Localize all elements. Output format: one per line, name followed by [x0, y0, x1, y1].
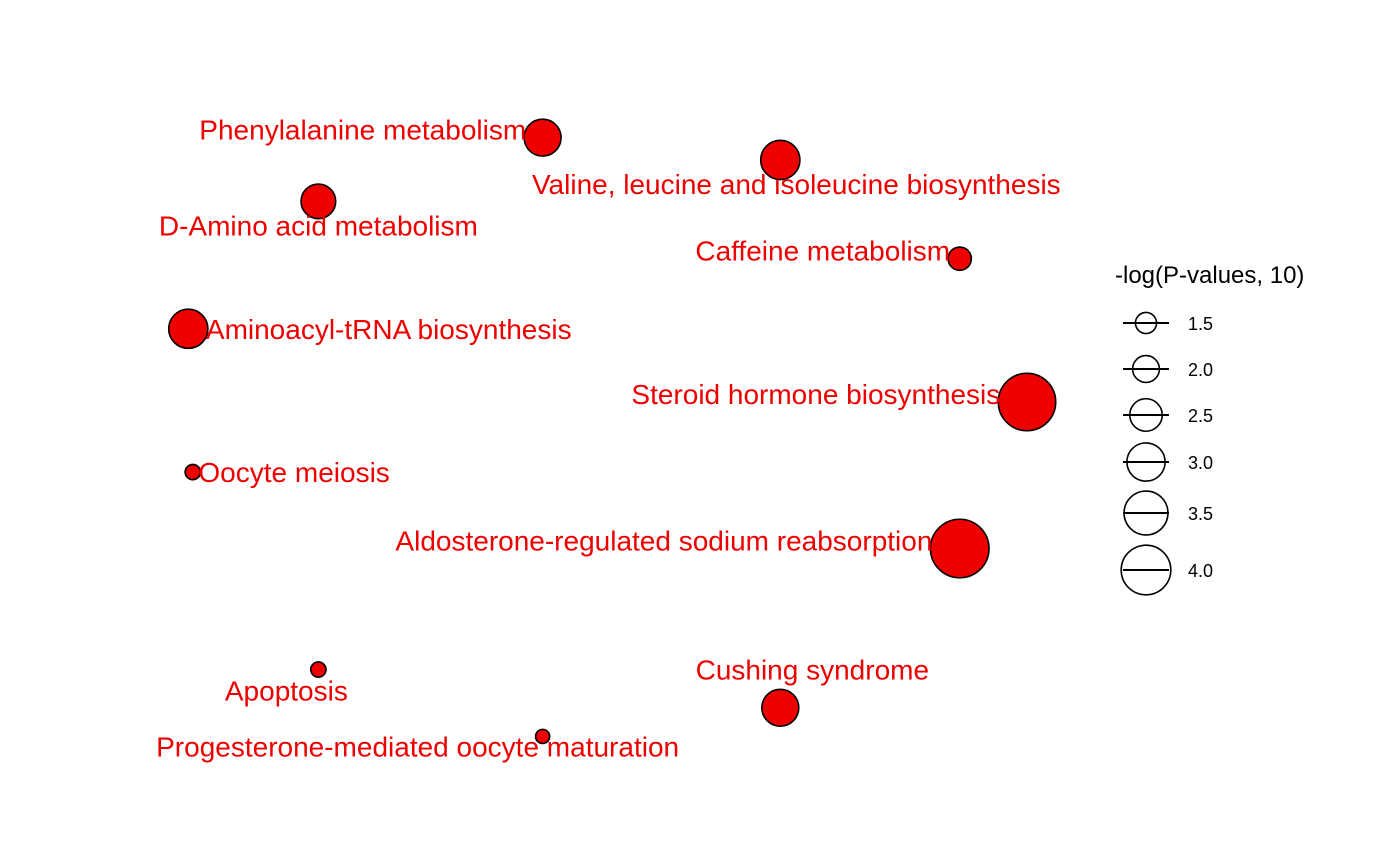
point-label-oocyte-meiosis: Oocyte meiosis [198, 457, 390, 489]
point-label-aldosterone-regulated-sodium-reabsorption: Aldosterone-regulated sodium reabsorption [395, 525, 933, 557]
legend-label: 1.5 [1188, 314, 1214, 334]
legend-label: 2.0 [1188, 360, 1214, 380]
legend-label: 2.5 [1188, 406, 1214, 426]
legend-entry [1123, 491, 1213, 535]
point-label-progesterone-mediated-oocyte-maturation: Progesterone-mediated oocyte maturation [156, 731, 680, 763]
legend-entries [1121, 312, 1213, 594]
point-cushing-syndrome [762, 689, 799, 726]
point-label-apoptosis: Apoptosis [224, 675, 348, 707]
legend-label: 3.0 [1188, 453, 1214, 473]
point-phenylalanine-metabolism [524, 119, 561, 156]
point-label-caffeine-metabolism: Caffeine metabolism [695, 235, 951, 267]
point-label-steroid-hormone-biosynthesis: Steroid hormone biosynthesis [631, 379, 1001, 411]
legend-entry [1123, 312, 1213, 334]
point-steroid-hormone-biosynthesis [998, 373, 1055, 430]
legend-entry [1123, 443, 1213, 481]
legend-entry [1123, 356, 1213, 383]
labels-layer [156, 115, 1061, 763]
point-label-aminoacyl-trna-biosynthesis: Aminoacyl-tRNA biosynthesis [205, 313, 572, 345]
size-legend [1115, 262, 1304, 595]
point-label-valine-leucine-and-isoleucine-biosynthesis: Valine, leucine and isoleucine biosynthesis [531, 168, 1061, 200]
legend-label: 3.5 [1188, 504, 1214, 524]
point-aldosterone-regulated-sodium-reabsorption [930, 519, 989, 578]
legend-title: -log(P-values, 10) [1115, 262, 1305, 289]
point-label-d-amino-acid-metabolism: D-Amino acid metabolism [158, 210, 478, 242]
point-label-cushing-syndrome: Cushing syndrome [695, 654, 930, 686]
legend-label: 4.0 [1188, 561, 1214, 581]
point-label-phenylalanine-metabolism: Phenylalanine metabolism [199, 114, 527, 146]
point-caffeine-metabolism [948, 247, 971, 270]
legend-entry [1121, 545, 1213, 595]
legend-entry [1123, 399, 1213, 432]
point-aminoacyl-trna-biosynthesis [169, 309, 208, 348]
